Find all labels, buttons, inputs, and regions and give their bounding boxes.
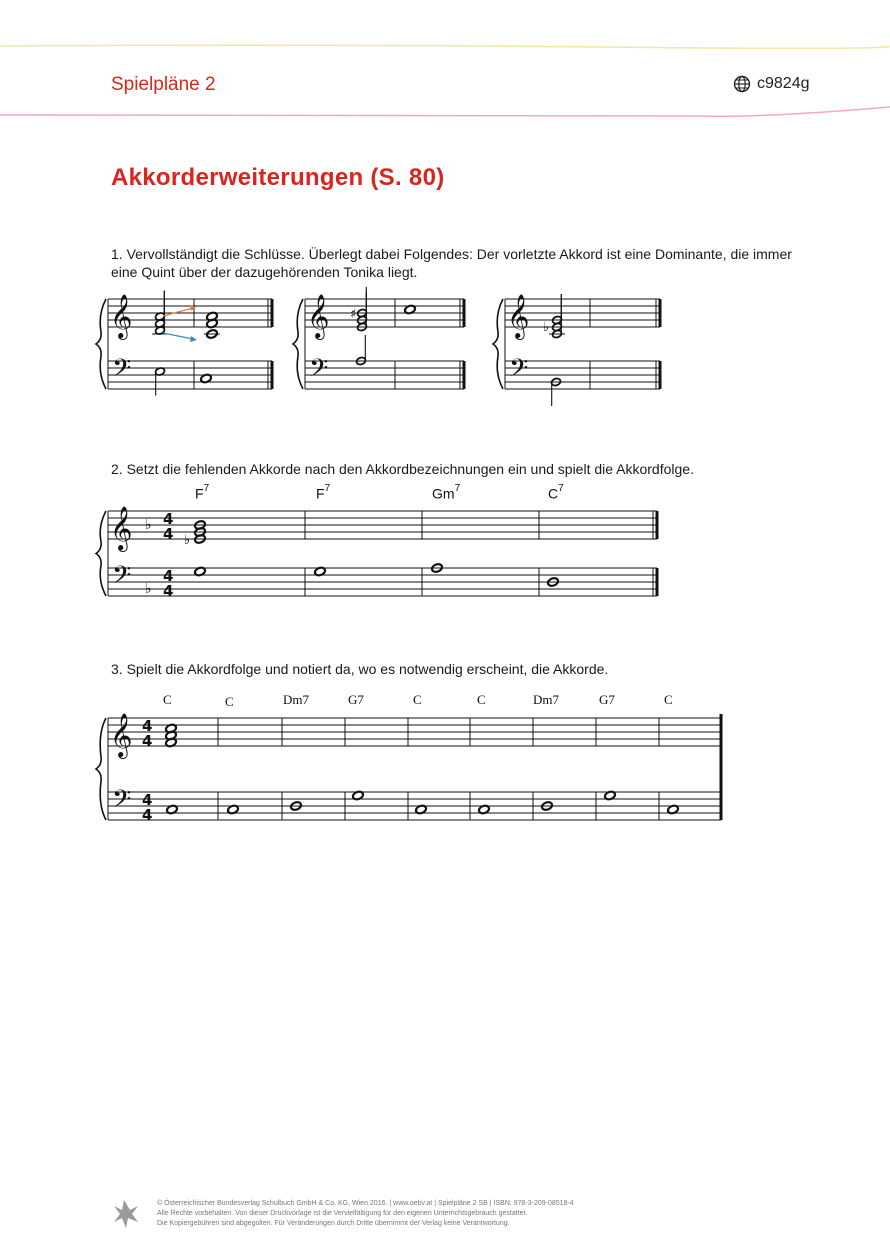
time-signature-bottom: 4 bbox=[142, 732, 153, 750]
chord-symbol: Dm7 bbox=[283, 692, 309, 707]
chord-extension: 7 bbox=[324, 483, 331, 494]
chord-symbol: C bbox=[477, 692, 486, 707]
flat-icon: ♭ bbox=[184, 533, 191, 548]
time-signature-top: 4 bbox=[163, 567, 174, 585]
time-signature-top: 4 bbox=[163, 510, 174, 528]
chord-symbol: G7 bbox=[348, 692, 364, 707]
bass-clef-icon: 𝄢 bbox=[509, 354, 529, 389]
chord-root: F bbox=[316, 485, 325, 502]
time-signature-top: 4 bbox=[142, 791, 153, 809]
footer-line-3: Die Kopiergebühren sind abgegolten. Für Veränderungen durch Dritte übernimmt der Verlag keine Verantwortung. bbox=[157, 1220, 510, 1227]
chord-symbol: C bbox=[664, 692, 673, 707]
bass-clef-icon: 𝄢 bbox=[309, 354, 329, 389]
chord-symbol: C bbox=[163, 692, 172, 707]
time-signature-top: 4 bbox=[142, 717, 153, 735]
treble-clef-icon: 𝄞 bbox=[110, 506, 133, 550]
task-2-instruction: 2. Setzt die fehlenden Akkorde nach den Akkordbezeichnungen ein und spielt die Akkordfolge. bbox=[111, 461, 694, 477]
chord-root: F bbox=[195, 485, 204, 502]
chord-symbol: C bbox=[413, 692, 422, 707]
key-signature-flat-icon: ♭ bbox=[145, 581, 152, 597]
bass-clef-icon: 𝄢 bbox=[112, 561, 132, 596]
chord-extension: 7 bbox=[203, 483, 210, 494]
time-signature-bottom: 4 bbox=[163, 582, 174, 600]
sharp-icon: ♯ bbox=[350, 307, 357, 322]
footer-line-1: © Österreichischer Bundesverlag Schulbuch GmbH & Co. KG, Wien 2016. | www.oebv.at | Spielpläne 2 SB | ISBN: 978-3-209-08518-4 bbox=[157, 1200, 574, 1207]
header-title: Spielpläne 2 bbox=[111, 74, 216, 95]
brace bbox=[96, 718, 106, 820]
footer-line-2: Alle Rechte vorbehalten. Von dieser Druckvorlage ist die Vervielfältigung für den eigenen Unterrichtsgebrauch gestattet. bbox=[157, 1210, 528, 1217]
chord-symbol: G7 bbox=[599, 692, 615, 707]
time-signature-bottom: 4 bbox=[163, 525, 174, 543]
chord-symbol: Dm7 bbox=[533, 692, 559, 707]
web-code-text: c9824g bbox=[757, 75, 810, 92]
flat-icon: ♭ bbox=[543, 320, 550, 335]
time-signature-bottom: 4 bbox=[142, 806, 153, 824]
task-3-instruction: 3. Spielt die Akkordfolge und notiert da, wo es notwendig erscheint, die Akkorde. bbox=[111, 661, 609, 677]
treble-clef-icon: 𝄞 bbox=[110, 713, 133, 757]
chord-symbol: C bbox=[225, 694, 234, 709]
chord-extension: 7 bbox=[454, 483, 461, 494]
publisher-logo-icon bbox=[110, 1198, 142, 1230]
bass-clef-icon: 𝄢 bbox=[112, 785, 132, 820]
footer-copyright bbox=[157, 1199, 677, 1229]
chord-extension: 7 bbox=[558, 483, 564, 494]
chord-root: Gm bbox=[432, 485, 455, 502]
chord-root: C bbox=[548, 485, 559, 502]
main-title: Akkorderweiterungen (S. 80) bbox=[111, 164, 445, 191]
bass-clef-icon: 𝄢 bbox=[112, 354, 132, 389]
task-1-instruction: 1. Vervollständigt die Schlüsse. Überlegt dabei Folgendes: Der vorletzte Akkord ist eine Dominante, die immer eine Quint über der dazugehörenden Tonika liegt. bbox=[111, 246, 792, 280]
treble-clef-icon: 𝄞 bbox=[507, 294, 530, 338]
key-signature-flat-icon: ♭ bbox=[145, 517, 152, 533]
treble-clef-icon: 𝄞 bbox=[110, 294, 133, 338]
treble-clef-icon: 𝄞 bbox=[307, 294, 330, 338]
